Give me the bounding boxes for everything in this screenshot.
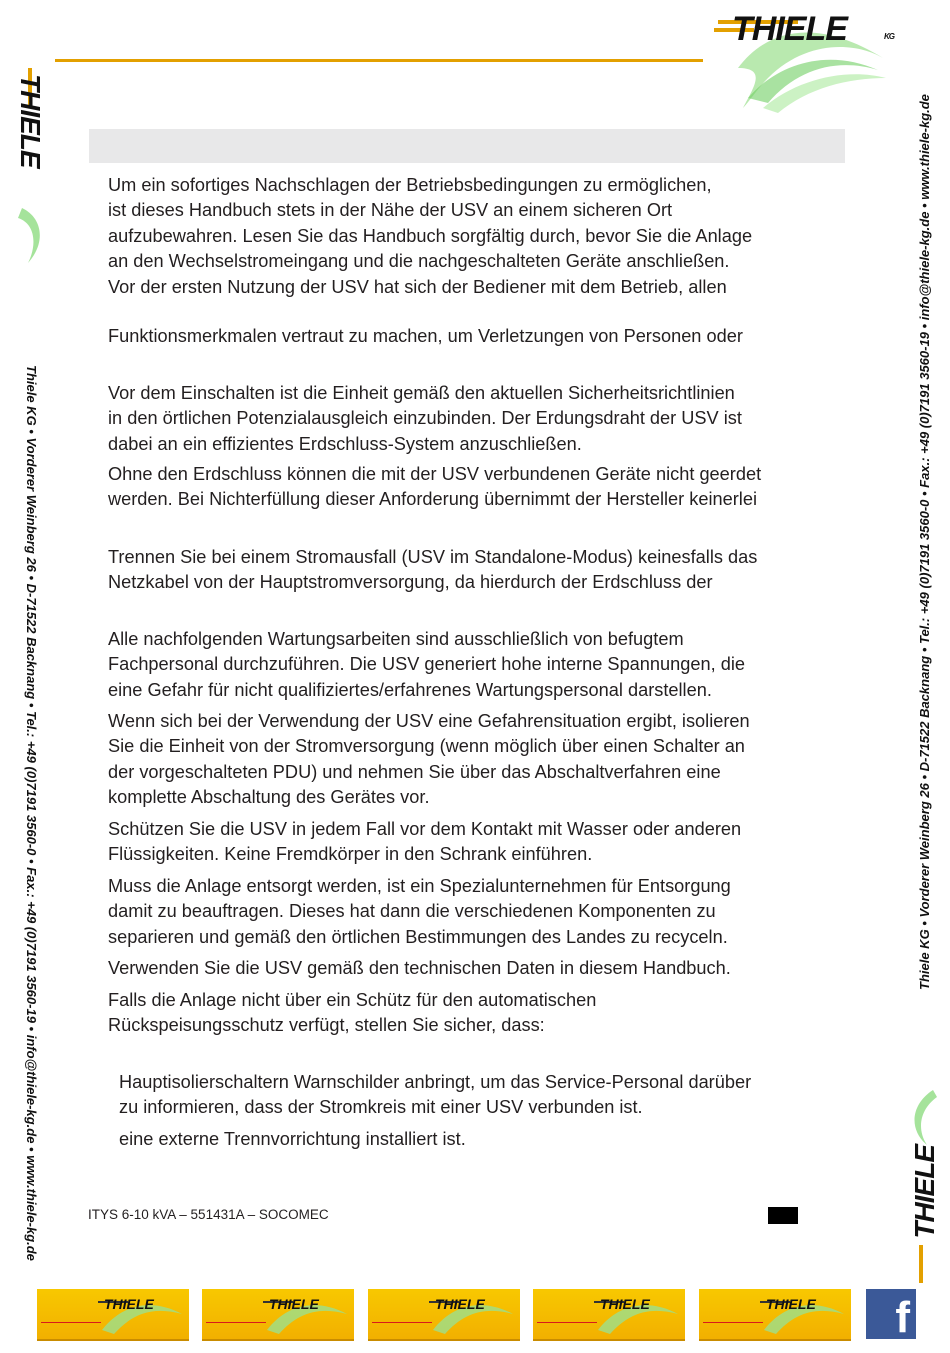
banner-wordmark: THIELE	[269, 1296, 319, 1312]
thiele-banner[interactable]	[699, 1289, 851, 1341]
paragraph: Um ein sofortiges Nachschlagen der Betriebsbedingungen zu ermöglichen, ist dieses Handbuch stets in der Nähe der USV an einem sicheren Ort aufzubewahren. Lesen Sie das Handbuch sorgfältig durch, bevor Sie die Anlage an den Wechselstromeingang und die nachgeschalteten Geräte anschließen. Vor der ersten Nutzung der USV hat sich der Bediener mit dem Betrieb, allen	[108, 175, 753, 297]
logo-wordmark: THIELE	[732, 10, 847, 48]
paragraph: Vor dem Einschalten ist die Einheit gemäß den aktuellen Sicherheitsrichtlinien in den örtlichen Potenzialausgleich einzubinden. Der Erdungsdraht der USV ist dabei an ein effizientes Erdschluss-System anzuschließen.	[108, 383, 742, 454]
banner-wordmark: THIELE	[766, 1296, 816, 1312]
thiele-banner[interactable]	[37, 1289, 189, 1341]
logo-swoosh-icon	[257, 1292, 352, 1336]
banner-wordmark: THIELE	[104, 1296, 154, 1312]
logo-wordmark: THIELE	[15, 74, 46, 168]
paragraph: Wenn sich bei der Verwendung der USV eine Gefahrensituation ergibt, isolieren Sie die Einheit von der Stromversorgung (wenn möglich über einen Schalter an der vorgeschalteten PDU) und nehmen Sie über das Abschaltverfahren eine komplette Abschaltung des Gerätes vor.	[108, 711, 750, 808]
paragraph: Ohne den Erdschluss können die mit der USV verbundenen Geräte nicht geerdet werden. Bei Nichterfüllung dieser Anforderung übernimmt der Hersteller keinerlei	[108, 464, 762, 510]
logo-swoosh-icon	[588, 1292, 683, 1336]
thiele-banner[interactable]	[202, 1289, 354, 1341]
paragraph: Falls die Anlage nicht über ein Schütz für den automatischen Rückspeisungsschutz verfügt, stellen Sie sicher, dass:	[108, 990, 597, 1036]
logo-suffix: KG	[884, 32, 894, 41]
logo-swoosh-icon	[754, 1292, 849, 1336]
list-item: eine externe Trennvorrichtung installiert ist.	[119, 1129, 466, 1149]
contact-strip-left: Thiele KG • Vorderer Weinberg 26 • D-71522 Backnang • Tel.: +49 (0)7191 3560-0 • Fax.: +49 (0)7191 3560-19 • info@thiele-kg.de • www.thiele-kg.de	[24, 365, 39, 1261]
thiele-banner[interactable]	[368, 1289, 520, 1341]
page-number-box	[768, 1207, 798, 1224]
thiele-logo	[708, 8, 908, 118]
paragraph: Verwenden Sie die USV gemäß den technischen Daten in diesem Handbuch.	[108, 958, 731, 978]
header-rule	[55, 59, 703, 62]
paragraph: Alle nachfolgenden Wartungsarbeiten sind ausschließlich von befugtem Fachpersonal durchzuführen. Die USV generiert hohe interne Spannungen, die eine Gefahr für nicht qualifiziertes/erfahrenes Wartungspersonal darstellen.	[108, 629, 745, 700]
logo-swoosh-icon	[423, 1292, 518, 1336]
paragraph: Schützen Sie die USV in jedem Fall vor dem Kontakt mit Wasser oder anderen Flüssigkeiten. Keine Fremdkörper in den Schrank einführen.	[108, 819, 742, 865]
paragraph: Funktionsmerkmalen vertraut zu machen, um Verletzungen von Personen oder	[108, 326, 743, 346]
section-title-bar	[89, 129, 845, 163]
paragraph: Muss die Anlage entsorgt werden, ist ein Spezialunternehmen für Entsorgung damit zu beauftragen. Dieses hat dann die verschiedenen Komponenten zu separieren und gemäß den örtlichen Bestimmungen des Landes zu recyceln.	[108, 876, 731, 947]
banner-wordmark: THIELE	[600, 1296, 650, 1312]
side-logo-right	[905, 1085, 945, 1285]
thiele-banner[interactable]	[533, 1289, 685, 1341]
logo-wordmark: THIELE	[909, 1145, 940, 1239]
document-reference: ITYS 6-10 kVA – 551431A – SOCOMEC	[88, 1207, 329, 1222]
facebook-icon[interactable]	[866, 1289, 916, 1339]
paragraph: Trennen Sie bei einem Stromausfall (USV im Standalone-Modus) keinesfalls das Netzkabel von der Hauptstromversorgung, da hierdurch der Erdschluss der	[108, 547, 758, 593]
contact-strip-right: Thiele KG • Vorderer Weinberg 26 • D-71522 Backnang • Tel.: +49 (0)7191 3560-0 • Fax.: +49 (0)7191 3560-19 • info@thiele-kg.de • www.thiele-kg.de	[917, 94, 932, 990]
logo-swoosh-icon	[92, 1292, 187, 1336]
side-logo-left	[8, 68, 48, 268]
facebook-glyph: f	[895, 1293, 910, 1339]
banner-wordmark: THIELE	[435, 1296, 485, 1312]
list-item: Hauptisolierschaltern Warnschilder anbringt, um das Service-Personal darüber zu informieren, dass der Stromkreis mit einer USV verbunden ist.	[119, 1072, 752, 1118]
